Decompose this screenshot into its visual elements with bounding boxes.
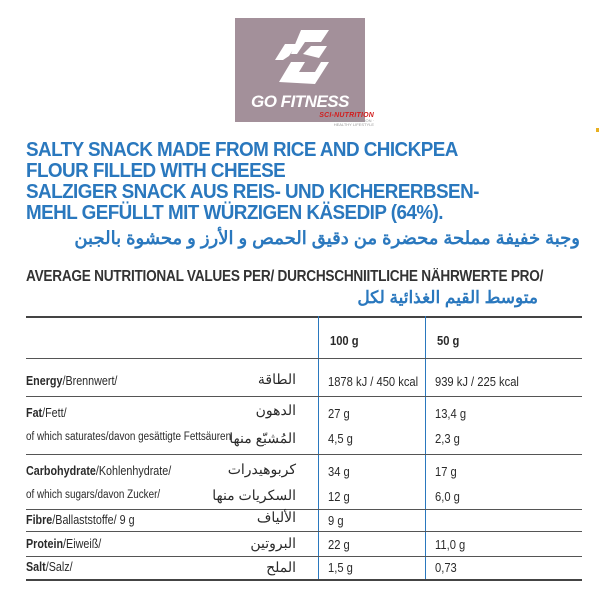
headline-arabic: وجبة خفيفة مملحة محضرة من دقيق الحمص و الأرز و محشوة بالجبن — [74, 228, 580, 248]
headline-en-2: FLOUR FILLED WITH CHEESE — [26, 159, 286, 182]
value-50g: 13,4 g — [435, 406, 467, 421]
logo-subtitle — [314, 112, 374, 127]
row-rule — [26, 454, 582, 455]
column-header-50g: 50 g — [437, 333, 460, 348]
value-100g: 27 g — [328, 406, 350, 421]
average-values-label: AVERAGE NUTRITIONAL VALUES PER/ DURCHSCHNIITLICHE NÄHRWERTE PRO/ — [26, 268, 544, 285]
value-50g: 11,0 g — [435, 537, 466, 552]
nutrient-label-arabic: كربوهيدرات — [227, 461, 296, 477]
nutrient-label: of which saturates/davon gesättigte Fettsäuren — [26, 431, 232, 443]
logo-brand-text: GO FITNESS — [251, 92, 349, 111]
go-fitness-mark-icon — [271, 26, 331, 86]
nutrient-label: Carbohydrate/Kohlenhydrate/ — [26, 464, 172, 478]
nutrient-label-arabic: الألياف — [256, 509, 296, 525]
nutrient-label-arabic: البروتين — [250, 535, 296, 551]
logo-sub-brand: SCI-NUTRITION — [319, 112, 374, 119]
value-50g: 2,3 g — [435, 431, 460, 446]
value-100g: 1,5 g — [328, 560, 353, 575]
headline-en-1: SALTY SNACK MADE FROM RICE AND CHICKPEA — [26, 138, 458, 161]
value-100g: 4,5 g — [328, 431, 353, 446]
go-fitness-logo — [235, 18, 365, 122]
value-50g: 17 g — [435, 464, 457, 479]
column-divider-2 — [425, 316, 426, 580]
nutrient-label: Protein/Eiweiß/ — [26, 537, 102, 551]
row-rule — [26, 556, 582, 557]
row-rule — [26, 531, 582, 532]
row-rule — [26, 509, 582, 510]
nutrient-label-arabic: السكريات منها — [212, 487, 296, 503]
nutrient-label-arabic: الدهون — [255, 402, 296, 418]
logo-tagline: SPORTS NUTRITION · HEALTHY LIFESTYLE — [332, 118, 374, 127]
nutrient-label: Energy/Brennwert/ — [26, 374, 118, 388]
nutrient-label-arabic: الطاقة — [257, 371, 296, 387]
row-rule — [26, 396, 582, 397]
column-divider-1 — [318, 316, 319, 580]
nutrient-label: of which sugars/davon Zucker/ — [26, 489, 161, 501]
value-100g: 22 g — [328, 537, 350, 552]
decorative-mark — [596, 128, 599, 132]
value-100g: 9 g — [328, 513, 344, 528]
column-header-100g: 100 g — [330, 333, 359, 348]
nutrient-label: Salt/Salz/ — [26, 560, 73, 574]
value-100g: 12 g — [328, 489, 350, 504]
table-bottom-rule — [26, 579, 582, 581]
nutrient-label: Fat/Fett/ — [26, 406, 67, 420]
table-top-rule — [26, 316, 582, 318]
value-50g: 6,0 g — [435, 489, 460, 504]
nutrient-label: Fibre/Ballaststoffe/ 9 g — [26, 513, 135, 527]
header-rule — [26, 358, 582, 359]
value-50g: 0,73 — [435, 560, 457, 575]
nutrient-label-arabic: المُشبّع منها — [229, 430, 296, 446]
value-100g: 34 g — [328, 464, 350, 479]
headline-de-2: MEHL GEFÜLLT MIT WÜRZIGEN KÄSEDIP (64%). — [26, 201, 443, 224]
average-values-arabic: متوسط القيم الغذائية لكل — [357, 288, 538, 307]
value-50g: 939 kJ / 225 kcal — [435, 374, 519, 389]
headline-de-1: SALZIGER SNACK AUS REIS- UND KICHERERBSEN- — [26, 180, 479, 203]
nutrient-label-arabic: الملح — [266, 559, 296, 575]
value-100g: 1878 kJ / 450 kcal — [328, 374, 419, 389]
